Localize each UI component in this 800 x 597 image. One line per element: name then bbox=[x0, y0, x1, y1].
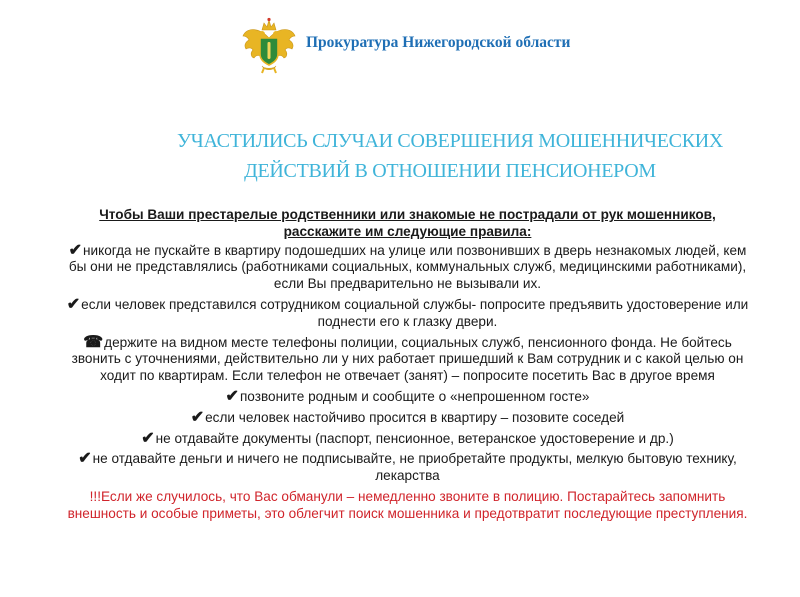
check-icon: ✔ bbox=[68, 241, 82, 259]
rule-item bbox=[60, 451, 755, 485]
check-icon: ✔ bbox=[66, 295, 81, 313]
rule-item bbox=[60, 243, 755, 293]
headline-line-1: УЧАСТИЛИСЬ СЛУЧАИ СОВЕРШЕНИЯ МОШЕННИЧЕСКИХ bbox=[176, 130, 724, 152]
rule-item bbox=[60, 297, 755, 331]
check-icon: ✔ bbox=[225, 387, 239, 405]
rule-text: не отдавайте документы (паспорт, пенсионное, ветеранское удостоверение и др.) bbox=[155, 430, 674, 446]
rule-text: если человек представился сотрудником социальной службы- попросите предъявить удостоверение или поднести его к глазку двери. bbox=[81, 296, 749, 329]
phone-icon: ☎ bbox=[83, 333, 104, 351]
rule-item bbox=[60, 410, 755, 427]
warning-text: !!!Если же случилось, что Вас обманули – немедленно звоните в полицию. Постарайтесь запомнить внешность и особые приметы, это облегчит поиск мошенника и предотвратит последующие преступления. bbox=[67, 488, 748, 521]
rule-item bbox=[60, 389, 755, 406]
prosecutor-emblem-icon bbox=[240, 16, 298, 76]
rules-content bbox=[60, 207, 755, 523]
check-icon: ✔ bbox=[78, 450, 92, 468]
rule-item bbox=[60, 431, 755, 448]
organization-title: Прокуратура Нижегородской области bbox=[306, 34, 571, 51]
rule-text: если человек настойчиво просится в квартиру – позовите соседей bbox=[205, 409, 625, 425]
headline bbox=[100, 126, 800, 186]
headline-line-2: ДЕЙСТВИЙ В ОТНОШЕНИИ ПЕНСИОНЕРОМ bbox=[244, 160, 656, 182]
rule-text: не отдавайте деньги и ничего не подписывайте, не приобретайте продукты, мелкую бытовую технику, лекарства bbox=[92, 451, 737, 484]
check-icon: ✔ bbox=[141, 429, 155, 447]
page-header bbox=[240, 14, 570, 78]
rule-text: никогда не пускайте в квартиру подошедших на улице или позвонивших в дверь незнакомых людей, кем бы они не представлялись (работниками социальных, коммунальных служб, медицинскими работниками), если Вы предварительно не вызывали их. bbox=[68, 242, 747, 292]
intro-text: Чтобы Ваши престарелые родственники или знакомые не пострадали от рук мошенников, расскажите им следующие правила: bbox=[99, 207, 716, 239]
rule-text: держите на видном месте телефоны полиции, социальных служб, пенсионного фонда. Не бойтесь звонить с уточнениями, действительно ли у них работает пришедший к Вам сотрудник и с какой целью он ходит по квартирам. Если телефон не отвечает (занят) – попросите посетить Вас в другое время bbox=[71, 334, 744, 384]
check-icon: ✔ bbox=[190, 408, 205, 426]
rule-item bbox=[60, 335, 755, 385]
rule-text: позвоните родным и сообщите о «непрошенном госте» bbox=[239, 388, 590, 404]
